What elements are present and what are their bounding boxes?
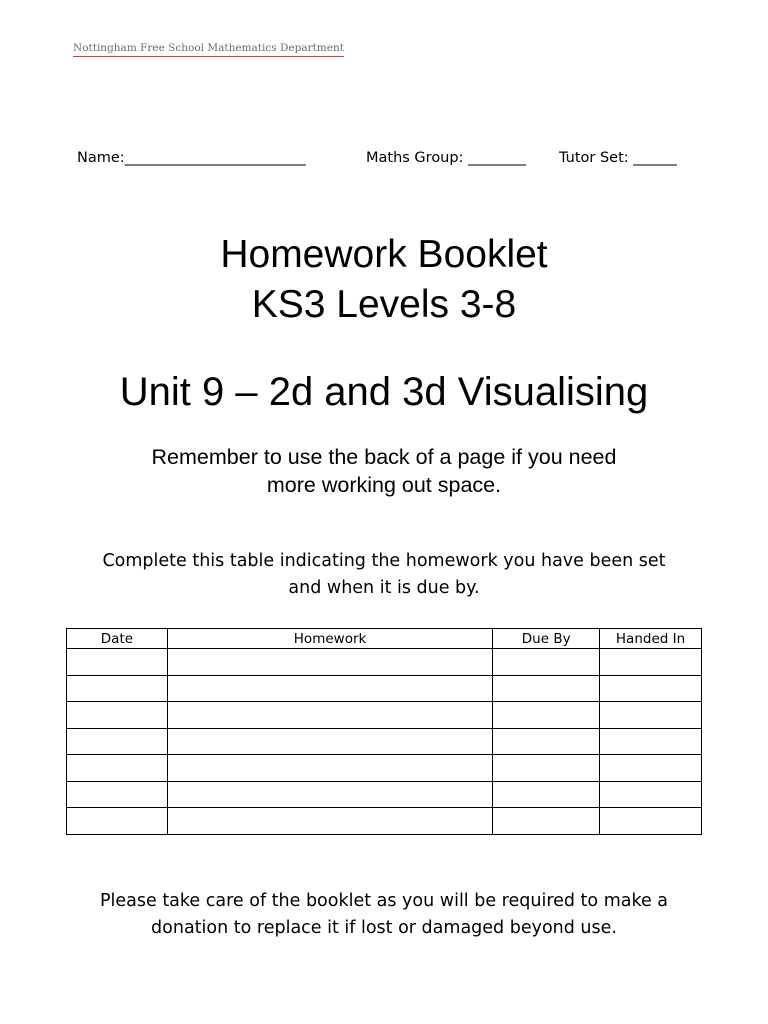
date-cell[interactable] [67, 755, 168, 782]
instruction-line-2: and when it is due by. [288, 578, 480, 599]
handed-in-cell[interactable] [600, 808, 702, 835]
unit-title: Unit 9 – 2d and 3d Visualising [119, 370, 649, 414]
handed-in-cell[interactable] [600, 702, 702, 729]
homework-cell[interactable] [167, 702, 492, 729]
date-cell[interactable] [67, 728, 168, 755]
date-cell[interactable] [67, 808, 168, 835]
due-by-cell[interactable] [493, 702, 600, 729]
header-handed-in: Handed In [600, 629, 702, 649]
header-due-by: Due By [493, 629, 600, 649]
due-by-cell[interactable] [493, 781, 600, 808]
homework-cell[interactable] [167, 808, 492, 835]
handed-in-cell[interactable] [600, 755, 702, 782]
care-notice-line-1: Please take care of the booklet as you will be required to make a [99, 891, 669, 911]
header-date: Date [67, 629, 168, 649]
reminder-line-1: Remember to use the back of a page if you need [151, 445, 617, 469]
due-by-cell[interactable] [493, 755, 600, 782]
handed-in-cell[interactable] [600, 728, 702, 755]
table-row [67, 808, 702, 835]
date-cell[interactable] [67, 702, 168, 729]
handed-in-cell[interactable] [600, 675, 702, 702]
booklet-subtitle: KS3 Levels 3-8 [251, 283, 517, 326]
table-row [67, 675, 702, 702]
homework-cell[interactable] [167, 755, 492, 782]
due-by-cell[interactable] [493, 808, 600, 835]
table-row [67, 755, 702, 782]
department-header: Nottingham Free School Mathematics Department [73, 42, 344, 57]
homework-table [66, 628, 702, 835]
date-cell[interactable] [67, 649, 168, 676]
date-cell[interactable] [67, 675, 168, 702]
care-notice-line-2: donation to replace it if lost or damaged beyond use. [151, 918, 617, 939]
booklet-title: Homework Booklet [220, 233, 548, 276]
table-header-row [67, 629, 702, 649]
table-row [67, 702, 702, 729]
header-homework: Homework [167, 629, 492, 649]
reminder-text [0, 444, 768, 500]
homework-cell[interactable] [167, 728, 492, 755]
due-by-cell[interactable] [493, 649, 600, 676]
date-cell[interactable] [67, 781, 168, 808]
handed-in-cell[interactable] [600, 649, 702, 676]
homework-cell[interactable] [167, 649, 492, 676]
tutor-set-field[interactable]: Tutor Set: ______ [559, 150, 677, 166]
reminder-line-2: more working out space. [266, 472, 502, 497]
table-row [67, 649, 702, 676]
table-row [67, 781, 702, 808]
table-row [67, 728, 702, 755]
due-by-cell[interactable] [493, 728, 600, 755]
instruction-line-1: Complete this table indicating the homework you have been set [102, 551, 666, 571]
name-field[interactable]: Name:_________________________ [77, 150, 306, 166]
instruction-text [0, 548, 768, 602]
care-notice [0, 888, 768, 942]
maths-group-field[interactable]: Maths Group: ________ [366, 150, 527, 166]
homework-cell[interactable] [167, 675, 492, 702]
homework-cell[interactable] [167, 781, 492, 808]
handed-in-cell[interactable] [600, 781, 702, 808]
due-by-cell[interactable] [493, 675, 600, 702]
